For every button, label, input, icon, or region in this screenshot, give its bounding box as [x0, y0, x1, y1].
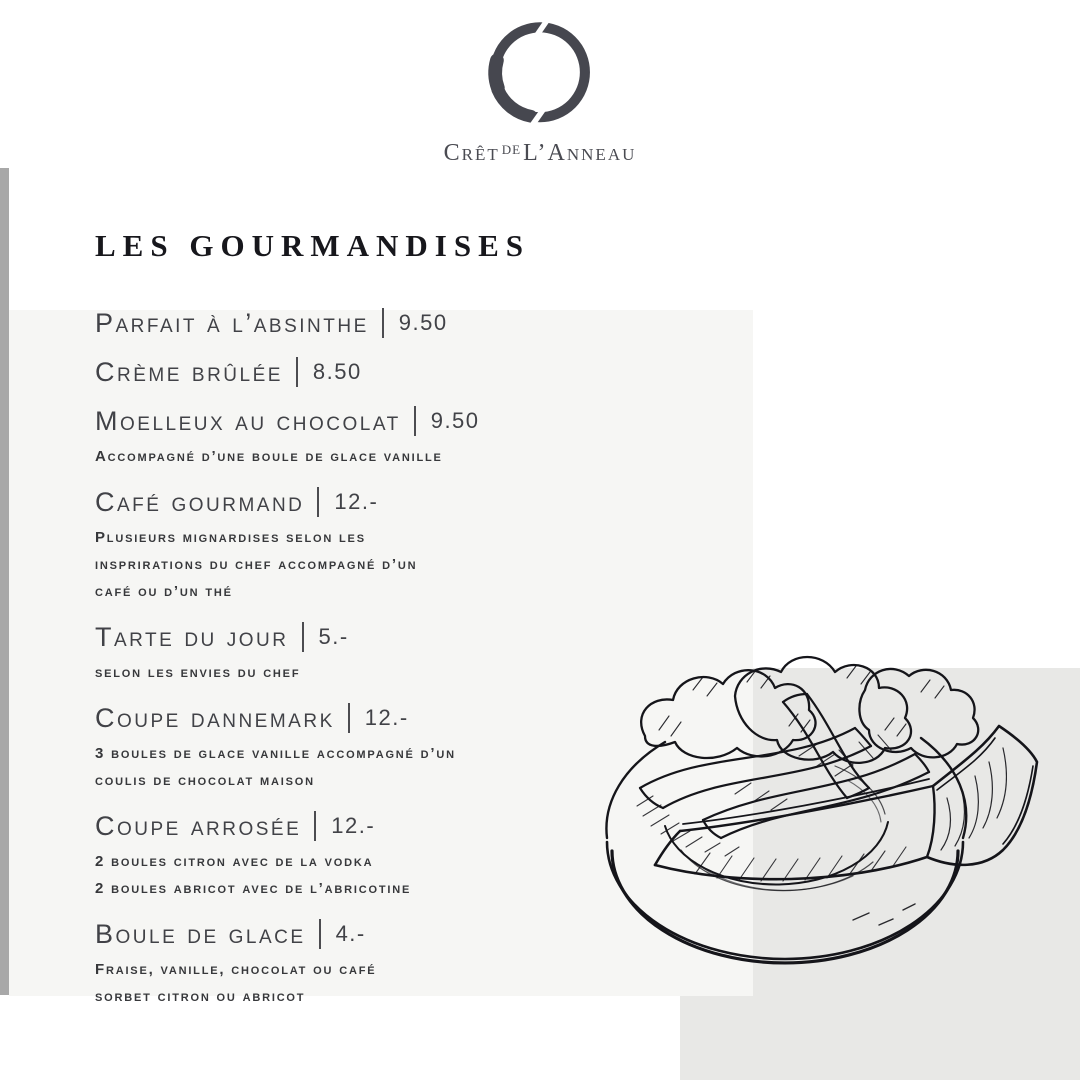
menu-item — [95, 485, 695, 605]
item-price: 4.- — [335, 921, 366, 946]
price-separator-bar — [319, 919, 321, 949]
price-separator-bar — [302, 622, 304, 652]
item-price: 9.50 — [398, 310, 448, 335]
item-price: 8.50 — [312, 359, 362, 384]
item-descriptions — [95, 524, 695, 605]
item-description: café ou d’un thé — [95, 583, 233, 600]
price-separator-bar — [414, 406, 416, 436]
brand-logo — [390, 20, 690, 167]
item-description: 3 boules de glace vanille accompagné d’un — [95, 745, 456, 762]
item-row — [95, 485, 695, 519]
item-description: 2 boules citron avec de la vodka — [95, 853, 374, 870]
item-description: insprirations du chef accompagné d’un — [95, 556, 418, 573]
pie-slice-illustration-icon — [585, 638, 1050, 988]
item-row — [95, 306, 695, 340]
item-name: Crème brûlée — [95, 356, 283, 387]
ring-crescent-logo-icon — [390, 20, 690, 130]
item-description: sorbet citron ou abricot — [95, 988, 306, 1005]
brand-name — [390, 140, 690, 167]
price-separator-bar — [348, 703, 350, 733]
price-separator-bar — [317, 487, 319, 517]
brand-name-last: L’Anneau — [523, 140, 637, 166]
item-description: Accompagné d’une boule de glace vanille — [95, 448, 443, 465]
item-name: Parfait à l’absinthe — [95, 307, 369, 338]
item-name: Moelleux au chocolat — [95, 405, 401, 436]
item-description: 2 boules abricot avec de l’abricotine — [95, 880, 412, 897]
menu-item — [95, 355, 695, 389]
left-edge-strip — [0, 168, 9, 995]
price-separator-bar — [382, 308, 384, 338]
item-name: Café gourmand — [95, 486, 305, 517]
price-separator-bar — [296, 357, 298, 387]
brand-name-de: DE — [501, 142, 522, 157]
item-description: Plusieurs mignardises selon les — [95, 529, 366, 546]
item-description: Fraise, vanille, chocolat ou café — [95, 961, 377, 978]
item-price: 9.50 — [430, 408, 480, 433]
item-price: 12.- — [334, 489, 379, 514]
menu-item — [95, 404, 695, 470]
item-name: Boule de glace — [95, 918, 306, 949]
price-separator-bar — [314, 811, 316, 841]
item-descriptions — [95, 443, 695, 470]
brand-name-first: Crêt — [443, 140, 500, 166]
item-row — [95, 355, 695, 389]
item-description: selon les envies du chef — [95, 664, 301, 681]
page-title: LES GOURMANDISES — [95, 228, 530, 263]
item-name: Coupe dannemark — [95, 702, 335, 733]
item-description: coulis de chocolat maison — [95, 772, 315, 789]
item-name: Tarte du jour — [95, 621, 289, 652]
item-price: 12.- — [364, 705, 409, 730]
item-name: Coupe arrosée — [95, 810, 302, 841]
item-price: 12.- — [331, 813, 376, 838]
item-price: 5.- — [318, 624, 349, 649]
item-row — [95, 404, 695, 438]
menu-item — [95, 306, 695, 340]
